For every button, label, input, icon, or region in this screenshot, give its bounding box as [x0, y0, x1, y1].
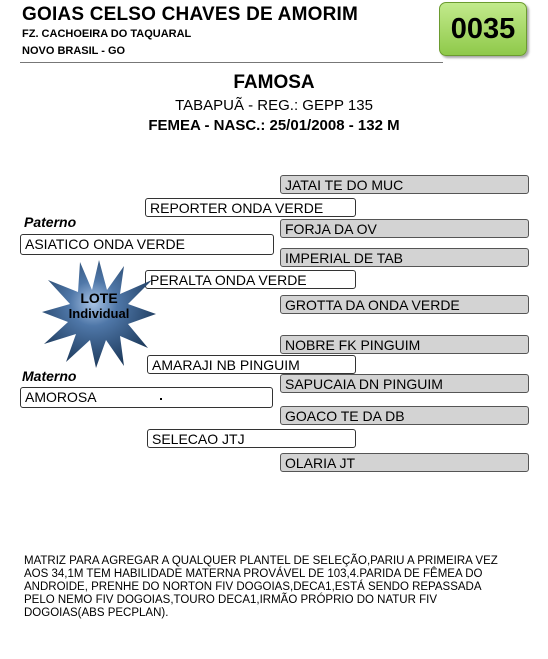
pedigree-dam-sire-sire: NOBRE FK PINGUIM	[280, 335, 529, 354]
lot-number-badge: 0035	[439, 2, 527, 56]
pedigree-dam: AMOROSA	[20, 387, 273, 408]
pedigree-sire-sire: REPORTER ONDA VERDE	[145, 198, 356, 217]
farm-name: FZ. CACHOEIRA DO TAQUARAL	[22, 28, 192, 40]
pedigree-dam-sire-dam: SAPUCAIA DN PINGUIM	[280, 374, 529, 393]
pedigree-dam-dam-dam: OLARIA JT	[280, 453, 529, 472]
paternal-label: Paterno	[24, 214, 77, 230]
pedigree-sire-dam-dam: GROTTA DA ONDA VERDE	[280, 295, 529, 314]
maternal-label: Materno	[22, 368, 77, 384]
animal-description: MATRIZ PARA AGREGAR A QUALQUER PLANTEL DE SELEÇÃO,PARIU A PRIMEIRA VEZ AOS 34,1M TEM HABILIDADE MATERNA PROVÁVEL DE 103,4.PARIDA DE FÊMEA DO ANDROIDE, PRENHE DO NORTON FIV DOGOIAS,DECA1,ESTÁ SENDO REPASSADA PELO NEMO FIV DOGOIAS,TOURO DECA1,IRMÃO PRÓPRIO DO NATUR FIV DOGOIAS(ABS PECPLAN).	[24, 555, 498, 619]
pedigree-sire-sire-dam: FORJA DA OV	[280, 219, 529, 238]
pedigree-sire-sire-sire: JATAI TE DO MUC	[280, 175, 529, 194]
city-name: NOVO BRASIL - GO	[22, 45, 126, 57]
pedigree-dam-sire: AMARAJI NB PINGUIM	[147, 355, 356, 374]
lote-individual-text	[40, 290, 158, 322]
pedigree-dam-dam-sire: GOACO TE DA DB	[280, 406, 529, 425]
pedigree-sire: ASIATICO ONDA VERDE	[20, 234, 274, 255]
stray-dot	[160, 398, 162, 400]
pedigree-sire-dam: PERALTA ONDA VERDE	[145, 270, 356, 289]
sex-birth-date: FEMEA - NASC.: 25/01/2008 - 132 M	[148, 117, 400, 134]
individual-label: Individual	[68, 306, 130, 321]
owner-name: GOIAS CELSO CHAVES DE AMORIM	[22, 4, 359, 25]
header-divider	[20, 62, 443, 63]
lote-label: LOTE	[80, 290, 118, 306]
pedigree-sire-dam-sire: IMPERIAL DE TAB	[280, 248, 529, 267]
breed-registration: TABAPUÃ - REG.: GEPP 135	[175, 97, 373, 114]
animal-name: FAMOSA	[233, 72, 315, 93]
pedigree-dam-dam: SELECAO JTJ	[147, 429, 356, 448]
